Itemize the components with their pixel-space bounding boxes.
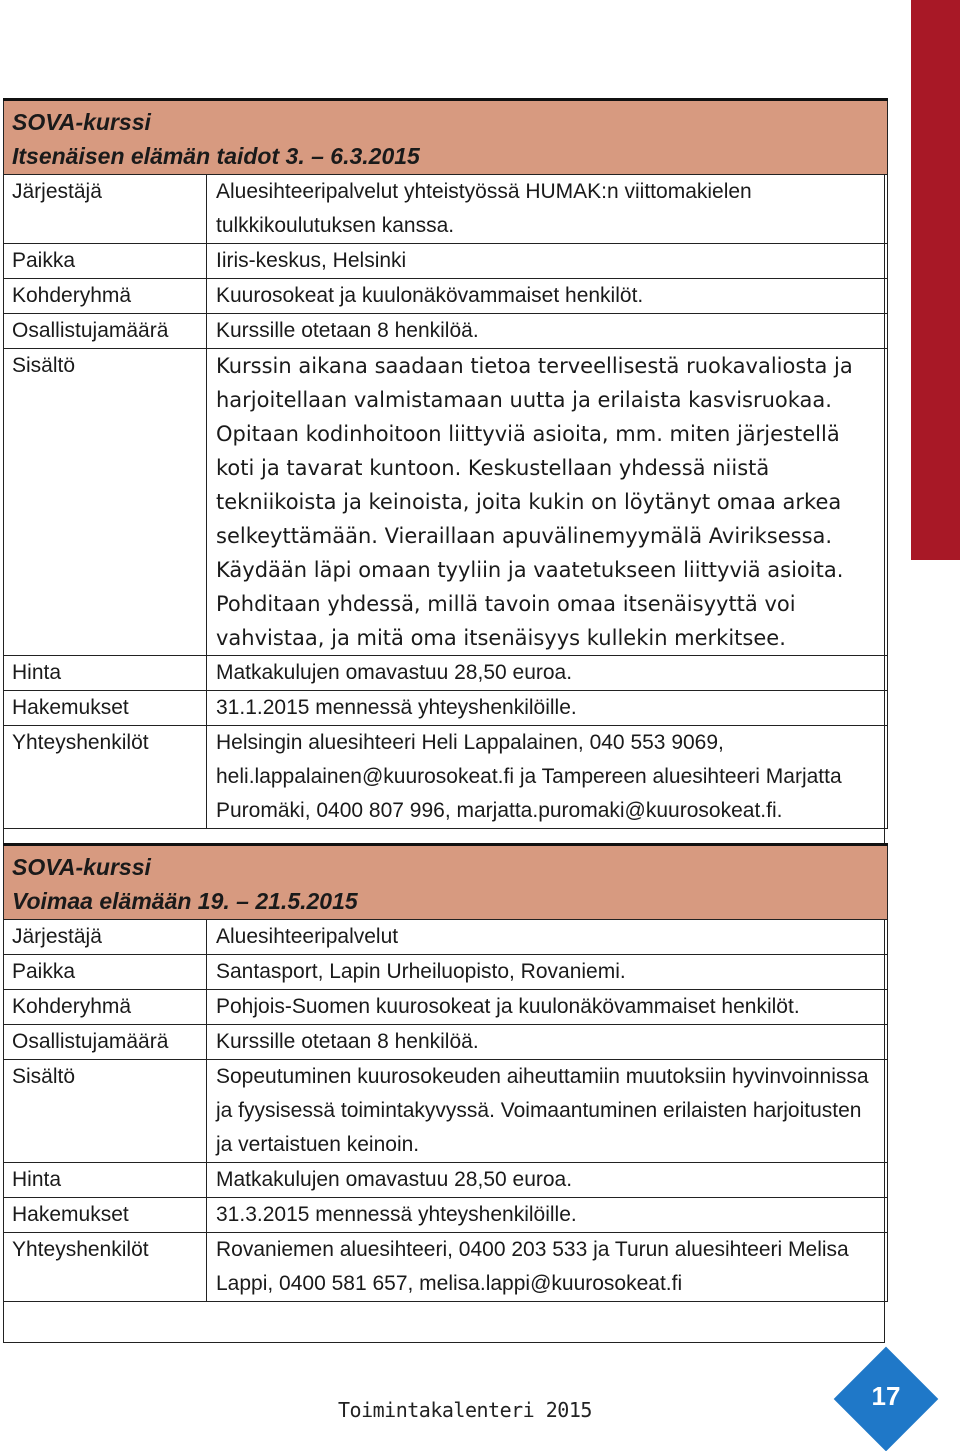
row-value: Kurssin aikana saadaan tietoa terveellisestä ruokavaliosta ja harjoitellaan valmistamaan uutta ja erilaista kasvisruokaa. Opitaan kodinhoitoon liittyviä asioita, mm. miten järjestellä koti ja tavarat kuntoon. Keskustellaan yhdessä niistä tekniikoista ja keinoista, joita kukin on löytänyt omaa arkea selkeyttämään. Vieraillaan apuvälinemyymälä Aviriksessa. Käydään läpi omaan tyyliin ja vaatetukseen liittyviä asioita. Pohditaan yhdessä, millä tavoin omaa itsenäisyyttä voi vahvistaa, ja mitä oma itsenäisyys kullekin merkitsee. (207, 349, 888, 656)
table-row (4, 920, 888, 955)
row-value: Matkakulujen omavastuu 28,50 euroa. (207, 1163, 888, 1198)
course-1-table (3, 98, 888, 829)
course-2-header (4, 845, 888, 920)
row-label: Kohderyhmä (4, 279, 207, 314)
row-label: Hakemukset (4, 691, 207, 726)
row-value: Kurssille otetaan 8 henkilöä. (207, 1025, 888, 1060)
row-value: Helsingin aluesihteeri Heli Lappalainen, 040 553 9069, heli.lappalainen@kuurosokeat.fi ja Tampereen aluesihteeri Marjatta Puromäki, 0400 807 996, marjatta.puromaki@kuurosokeat.fi. (207, 726, 888, 829)
table-row (4, 990, 888, 1025)
course-1-title: Itsenäisen elämän taidot 3. – 6.3.2015 (12, 143, 420, 169)
footer-title: Toimintakalenteri 2015 (338, 1398, 592, 1422)
course-2-title: Voimaa elämään 19. – 21.5.2015 (12, 888, 358, 914)
row-label: Hinta (4, 656, 207, 691)
table-row (4, 349, 888, 656)
row-label: Paikka (4, 244, 207, 279)
table-row (4, 1025, 888, 1060)
row-value: Matkakulujen omavastuu 28,50 euroa. (207, 656, 888, 691)
row-label: Osallistujamäärä (4, 1025, 207, 1060)
course-2-header-cell (4, 845, 888, 920)
table-row (4, 1163, 888, 1198)
course-1-kicker: SOVA-kurssi (12, 109, 151, 135)
row-label: Paikka (4, 955, 207, 990)
table-row (4, 656, 888, 691)
row-label: Yhteyshenkilöt (4, 1233, 207, 1302)
page-number: 17 (871, 1381, 901, 1411)
table-row (4, 314, 888, 349)
row-value: Aluesihteeripalvelut (207, 920, 888, 955)
row-value: 31.1.2015 mennessä yhteyshenkilöille. (207, 691, 888, 726)
row-label: Järjestäjä (4, 175, 207, 244)
row-label: Sisältö (4, 349, 207, 656)
table-row (4, 175, 888, 244)
row-value: Kurssille otetaan 8 henkilöä. (207, 314, 888, 349)
row-value: Rovaniemen aluesihteeri, 0400 203 533 ja Turun aluesihteeri Melisa Lappi, 0400 581 657, melisa.lappi@kuurosokeat.fi (207, 1233, 888, 1302)
table-row (4, 955, 888, 990)
table-row (4, 726, 888, 829)
row-label: Hakemukset (4, 1198, 207, 1233)
row-value: Kuurosokeat ja kuulonäkövammaiset henkilöt. (207, 279, 888, 314)
course-2-table (3, 843, 888, 1302)
row-value: Pohjois-Suomen kuurosokeat ja kuulonäkövammaiset henkilöt. (207, 990, 888, 1025)
row-value: Santasport, Lapin Urheiluopisto, Rovaniemi. (207, 955, 888, 990)
table-row (4, 244, 888, 279)
row-label: Osallistujamäärä (4, 314, 207, 349)
table-row (4, 1060, 888, 1163)
row-label: Kohderyhmä (4, 990, 207, 1025)
side-accent-bar (911, 0, 960, 560)
table-row (4, 1198, 888, 1233)
row-label: Sisältö (4, 1060, 207, 1163)
row-value: Iiris-keskus, Helsinki (207, 244, 888, 279)
course-1-header (4, 100, 888, 175)
row-value: 31.3.2015 mennessä yhteyshenkilöille. (207, 1198, 888, 1233)
row-label: Järjestäjä (4, 920, 207, 955)
row-label: Yhteyshenkilöt (4, 726, 207, 829)
table-row (4, 1233, 888, 1302)
row-label: Hinta (4, 1163, 207, 1198)
course-1-header-cell (4, 100, 888, 175)
table-row (4, 279, 888, 314)
row-value: Sopeutuminen kuurosokeuden aiheuttamiin muutoksiin hyvinvoinnissa ja fyysisessä toimintakyvyssä. Voimaantuminen erilaisten harjoitusten ja vertaistuen keinoin. (207, 1060, 888, 1163)
course-2-kicker: SOVA-kurssi (12, 854, 151, 880)
row-value: Aluesihteeripalvelut yhteistyössä HUMAK:n viittomakielen tulkkikoulutuksen kanssa. (207, 175, 888, 244)
table-row (4, 691, 888, 726)
